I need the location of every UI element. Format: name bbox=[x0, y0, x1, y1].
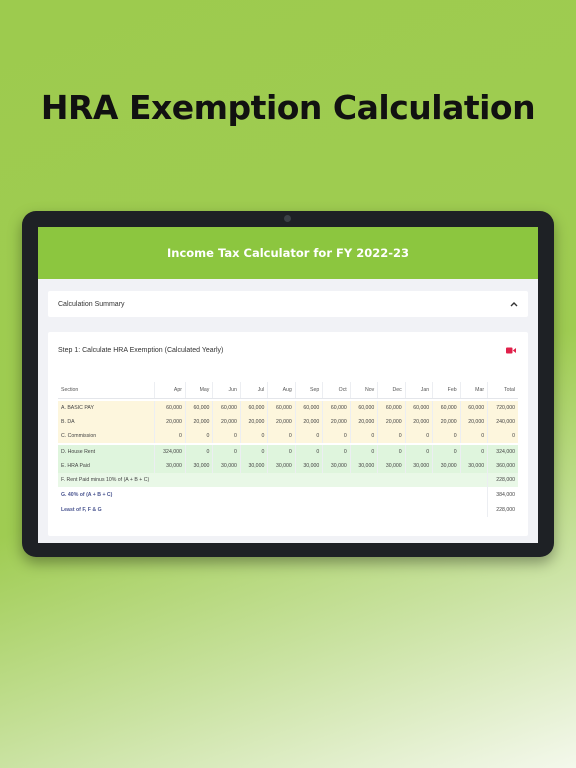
table-cell: 0 bbox=[460, 445, 487, 459]
table-cell: 20,000 bbox=[295, 415, 322, 429]
col-header: Jul bbox=[240, 382, 267, 399]
col-header: May bbox=[185, 382, 212, 399]
table-cell: 0 bbox=[213, 429, 240, 443]
step1-title: Step 1: Calculate HRA Exemption (Calculated Yearly) bbox=[58, 347, 224, 354]
step1-card bbox=[48, 332, 528, 536]
forty-percent-total: 384,000 bbox=[488, 487, 518, 502]
app-title: Income Tax Calculator for FY 2022-23 bbox=[167, 246, 409, 260]
video-icon[interactable] bbox=[506, 347, 516, 354]
table-cell: 0 bbox=[295, 445, 322, 459]
headline: HRA Exemption Calculation bbox=[40, 88, 536, 127]
table-row bbox=[58, 459, 518, 473]
table-cell: 20,000 bbox=[378, 415, 405, 429]
table-cell: 0 bbox=[240, 445, 267, 459]
table-cell: 30,000 bbox=[185, 459, 212, 473]
col-header: Mar bbox=[460, 382, 487, 399]
col-header: Apr bbox=[155, 382, 186, 399]
rent-paid-label: F. Rent Paid minus 10% of (A + B + C) bbox=[58, 473, 488, 487]
row-label: C. Commission bbox=[58, 429, 155, 443]
table-cell: 60,000 bbox=[378, 401, 405, 415]
table-cell: 20,000 bbox=[240, 415, 267, 429]
table-cell: 0 bbox=[433, 445, 460, 459]
table-cell: 30,000 bbox=[155, 459, 186, 473]
table-cell: 60,000 bbox=[268, 401, 295, 415]
table-cell: 60,000 bbox=[295, 401, 322, 415]
calculation-summary-accordion[interactable] bbox=[48, 291, 528, 317]
table-cell: 20,000 bbox=[213, 415, 240, 429]
table-cell: 0 bbox=[323, 445, 350, 459]
least-of-label: Least of F, F & G bbox=[58, 502, 488, 517]
row-label: B. DA bbox=[58, 415, 155, 429]
table-cell: 0 bbox=[268, 429, 295, 443]
row-label: D. House Rent bbox=[58, 445, 155, 459]
table-cell: 60,000 bbox=[213, 401, 240, 415]
table-cell: 0 bbox=[185, 445, 212, 459]
col-header: Dec bbox=[378, 382, 405, 399]
table-cell: 0 bbox=[350, 445, 377, 459]
table-cell: 20,000 bbox=[350, 415, 377, 429]
table-cell: 60,000 bbox=[155, 401, 186, 415]
row-label: A. BASIC PAY bbox=[58, 401, 155, 415]
table-cell: 0 bbox=[185, 429, 212, 443]
table-header-row bbox=[58, 382, 518, 399]
table-cell: 30,000 bbox=[378, 459, 405, 473]
table-cell: 30,000 bbox=[240, 459, 267, 473]
forty-percent-label: G. 40% of (A + B + C) bbox=[58, 487, 488, 502]
table-cell: 0 bbox=[155, 429, 186, 443]
table-cell: 720,000 bbox=[488, 401, 518, 415]
table-cell: 30,000 bbox=[213, 459, 240, 473]
table-cell: 60,000 bbox=[350, 401, 377, 415]
chevron-up-icon[interactable] bbox=[510, 300, 518, 309]
table-cell: 0 bbox=[323, 429, 350, 443]
table-cell: 60,000 bbox=[240, 401, 267, 415]
table-cell: 60,000 bbox=[185, 401, 212, 415]
table-cell: 0 bbox=[378, 429, 405, 443]
table-cell: 60,000 bbox=[433, 401, 460, 415]
camera bbox=[284, 215, 291, 222]
table-row bbox=[58, 415, 518, 429]
table-cell: 20,000 bbox=[433, 415, 460, 429]
table-cell: 30,000 bbox=[433, 459, 460, 473]
table-cell: 30,000 bbox=[268, 459, 295, 473]
table-cell: 0 bbox=[488, 429, 518, 443]
table-cell: 0 bbox=[433, 429, 460, 443]
col-header: Jun bbox=[213, 382, 240, 399]
col-header: Nov bbox=[350, 382, 377, 399]
col-header: Sep bbox=[295, 382, 322, 399]
table-cell: 0 bbox=[213, 445, 240, 459]
table-cell: 0 bbox=[405, 445, 432, 459]
col-header: Aug bbox=[268, 382, 295, 399]
rent-paid-total: 228,000 bbox=[488, 473, 518, 487]
table-cell: 20,000 bbox=[268, 415, 295, 429]
table-cell: 30,000 bbox=[350, 459, 377, 473]
table-row bbox=[58, 445, 518, 459]
table-cell: 60,000 bbox=[405, 401, 432, 415]
table-row bbox=[58, 487, 518, 502]
table-cell: 360,000 bbox=[488, 459, 518, 473]
table-cell: 20,000 bbox=[323, 415, 350, 429]
table-cell: 30,000 bbox=[405, 459, 432, 473]
table-cell: 30,000 bbox=[295, 459, 322, 473]
table-cell: 0 bbox=[240, 429, 267, 443]
table-cell: 0 bbox=[350, 429, 377, 443]
col-header: Section bbox=[58, 382, 155, 399]
col-header: Total bbox=[488, 382, 518, 399]
col-header: Jan bbox=[405, 382, 432, 399]
table-row bbox=[58, 401, 518, 415]
table-cell: 30,000 bbox=[323, 459, 350, 473]
table-cell: 324,000 bbox=[488, 445, 518, 459]
row-label: E. HRA Paid bbox=[58, 459, 155, 473]
table-cell: 0 bbox=[295, 429, 322, 443]
table-cell: 60,000 bbox=[460, 401, 487, 415]
table-cell: 60,000 bbox=[323, 401, 350, 415]
table-row bbox=[58, 502, 518, 517]
table-cell: 0 bbox=[405, 429, 432, 443]
table-cell: 0 bbox=[378, 445, 405, 459]
table-cell: 20,000 bbox=[460, 415, 487, 429]
table-row bbox=[58, 473, 518, 487]
calculation-summary-label: Calculation Summary bbox=[58, 300, 125, 308]
table-cell: 240,000 bbox=[488, 415, 518, 429]
table-cell: 0 bbox=[460, 429, 487, 443]
col-header: Feb bbox=[433, 382, 460, 399]
col-header: Oct bbox=[323, 382, 350, 399]
app-screen bbox=[38, 227, 538, 543]
table-cell: 324,000 bbox=[155, 445, 186, 459]
table-cell: 20,000 bbox=[185, 415, 212, 429]
hra-table bbox=[58, 382, 518, 517]
table-cell: 20,000 bbox=[155, 415, 186, 429]
table-cell: 20,000 bbox=[405, 415, 432, 429]
table-cell: 30,000 bbox=[460, 459, 487, 473]
table-cell: 0 bbox=[268, 445, 295, 459]
tablet-frame bbox=[22, 211, 554, 557]
app-header bbox=[38, 227, 538, 279]
least-of-total: 228,000 bbox=[488, 502, 518, 517]
table-row bbox=[58, 429, 518, 443]
